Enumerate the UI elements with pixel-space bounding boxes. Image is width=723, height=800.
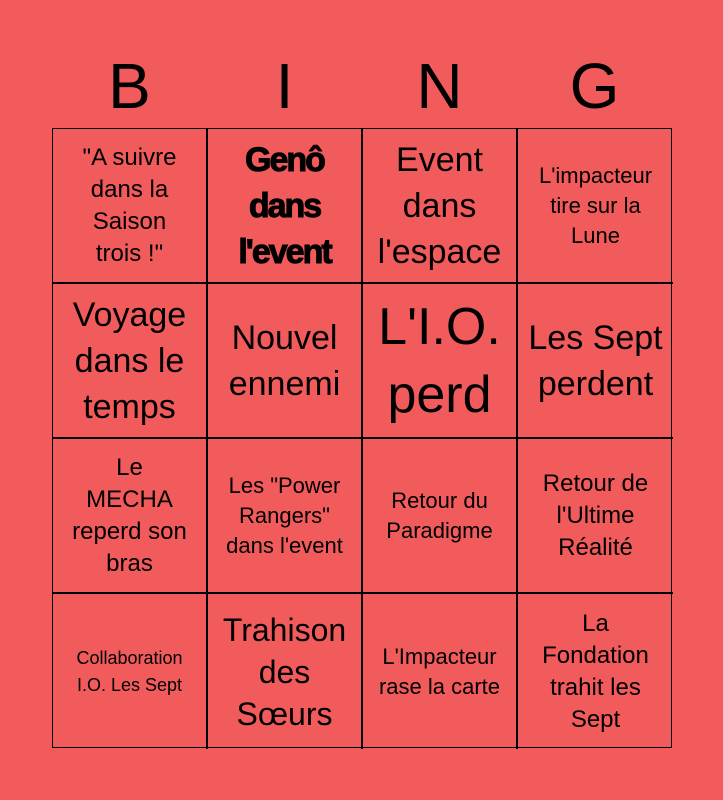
bingo-grid — [52, 128, 672, 748]
cell-text: Event dans l'espace — [377, 140, 502, 271]
bingo-cell[interactable] — [53, 129, 208, 284]
cell-text: Collaboration I.O. Les Sept — [76, 647, 183, 695]
bingo-cell[interactable] — [518, 284, 673, 439]
bingo-cell[interactable] — [518, 594, 673, 749]
cell-text: La Fondation trahit les Sept — [542, 609, 649, 733]
cell-text: Les "Power Rangers" dans l'event — [226, 472, 343, 558]
cell-text: Trahison des Sœurs — [222, 611, 347, 732]
bingo-cell[interactable] — [53, 439, 208, 594]
bingo-cell[interactable] — [363, 129, 518, 284]
bingo-cell[interactable] — [208, 594, 363, 749]
bingo-cell[interactable] — [363, 439, 518, 594]
bingo-header — [52, 50, 672, 122]
bingo-cell[interactable] — [208, 439, 363, 594]
cell-text: Retour de l'Ultime Réalité — [542, 469, 649, 561]
bingo-cell[interactable] — [53, 594, 208, 749]
header-letter-b: B — [108, 50, 151, 122]
cell-text: Retour du Paradigme — [386, 487, 493, 543]
cell-text: L'impacteur tire sur la Lune — [538, 162, 653, 248]
cell-text: Le MECHA reperd son bras — [72, 453, 187, 577]
header-letter-n: N — [416, 50, 463, 122]
header-letter-i: I — [275, 50, 294, 122]
cell-text: Nouvel ennemi — [228, 318, 341, 403]
cell-text: Les Sept perdent — [528, 318, 663, 403]
bingo-cell[interactable] — [53, 284, 208, 439]
cell-text: "A suivre dans la Saison trois !" — [82, 143, 177, 267]
cell-text: L'Impacteur rase la carte — [378, 643, 501, 699]
bingo-cell[interactable] — [208, 129, 363, 284]
bingo-cell[interactable] — [363, 284, 518, 439]
bingo-cell[interactable] — [208, 284, 363, 439]
bingo-cell[interactable] — [518, 129, 673, 284]
bingo-cell[interactable] — [363, 594, 518, 749]
bingo-cell[interactable] — [518, 439, 673, 594]
header-letter-g: G — [569, 50, 620, 122]
cell-text: Voyage dans le temps — [72, 295, 187, 426]
cell-text: Genô dans l'event — [238, 140, 331, 271]
cell-text: L'I.O. perd — [378, 297, 501, 424]
